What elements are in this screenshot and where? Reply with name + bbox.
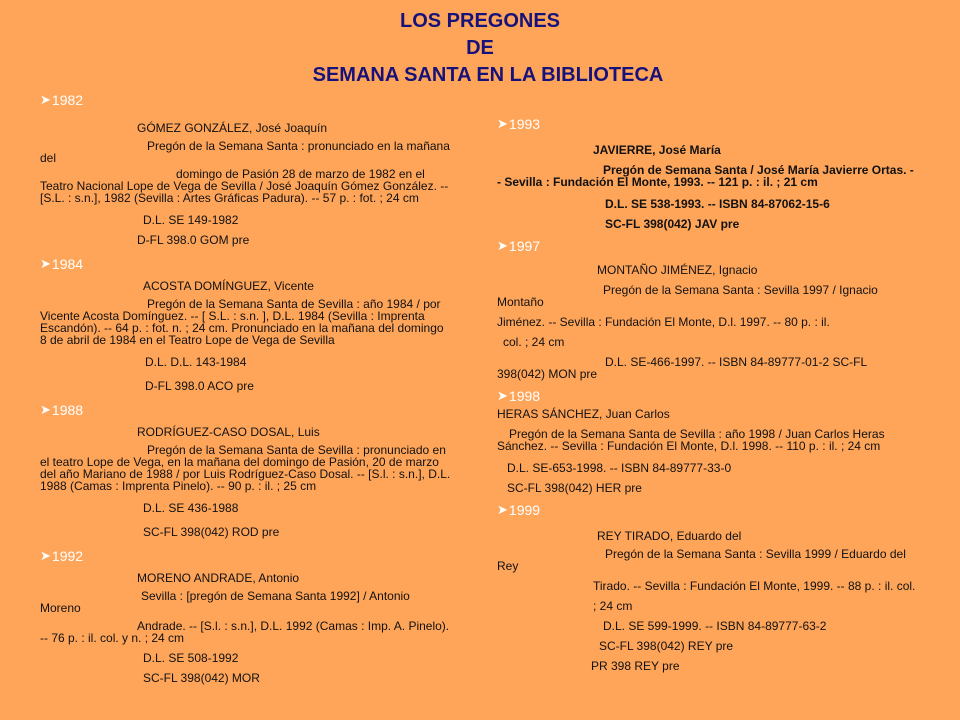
entry-author: ACOSTA DOMÍNGUEZ, Vicente (143, 279, 314, 293)
arrow-bullet-icon: ➤ (497, 502, 508, 517)
arrow-bullet-icon: ➤ (40, 92, 51, 107)
year-label: 1988 (51, 402, 84, 418)
right-column (497, 116, 917, 672)
entry-text: Pregón de la Semana Santa de Sevilla : pronunciado en el teatro Lope de Vega, en la mañana del domingo de Pasión, 20 de marzo del año Mariano de 1988 / por Luis Rodríguez-Caso Dosal. -- [S.l. : s.n.], D.L. 1988 (Camas : Imprenta Pinelo). -- 90 p. : il. ; 25 cm (40, 443, 451, 493)
entry-legal-deposit: D.L. SE-653-1998. -- ISBN 84-89777-33-0 (507, 461, 732, 475)
entry-legal-deposit: D.L. SE 149-1982 (143, 213, 239, 227)
year-heading-1984 (40, 256, 452, 272)
arrow-bullet-icon: ➤ (497, 388, 508, 403)
entry-legal-deposit: D.L. SE 599-1999. -- ISBN 84-89777-63-2 (603, 619, 827, 633)
entry-author: HERAS SÁNCHEZ, Juan Carlos (497, 407, 670, 421)
year-heading-1999 (497, 502, 917, 518)
year-heading-1988 (40, 402, 452, 418)
entry-text: Jiménez. -- Sevilla : Fundación El Monte, D.l. 1997. -- 80 p. : il. (497, 315, 830, 329)
arrow-bullet-icon: ➤ (40, 256, 51, 271)
entry-text: Pregón de la Semana Santa de Sevilla : año 1984 / por Vicente Acosta Domínguez. -- [ S.L. : s.n. ], D.L. 1984 (Sevilla : Imprenta Escandón). -- 64 p. : fot. n. ; 24 cm. Pronunciado en la mañana del domingo 8 de abril de 1984 en el Teatro Lope de Vega de Sevilla (40, 297, 444, 347)
year-label: 1982 (51, 92, 84, 108)
year-label: 1997 (508, 238, 541, 254)
entry-call-number: PR 398 REY pre (591, 659, 680, 673)
entry-text: Sevilla : [pregón de Semana Santa 1992] / Antonio Moreno (40, 589, 410, 615)
entry-call-number: SC-FL 398(042) JAV pre (605, 217, 740, 231)
arrow-bullet-icon: ➤ (40, 548, 51, 563)
entry-legal-deposit: D.L. D.L. 143-1984 (145, 355, 247, 369)
entry-author: MONTAÑO JIMÉNEZ, Ignacio (597, 263, 758, 277)
entry-call-number: SC-FL 398(042) REY pre (599, 639, 734, 653)
page-title (0, 8, 960, 89)
entry-legal-deposit: D.L. SE-466-1997. -- ISBN 84-89777-01-2 SC-FL 398(042) MON pre (497, 355, 867, 381)
left-column (40, 92, 452, 684)
arrow-bullet-icon: ➤ (497, 116, 508, 131)
entry-text: Pregón de la Semana Santa de Sevilla : año 1998 / Juan Carlos Heras Sánchez. -- Sevilla : Fundación El Monte, D.l. 1998. -- 110 p. : il. ; 24 cm (497, 427, 885, 453)
title-line-2: DE (466, 37, 494, 59)
entry-call-number: D-FL 398.0 GOM pre (137, 233, 250, 247)
title-line-1: LOS PREGONES (399, 10, 561, 32)
entry-legal-deposit: D.L. SE 538-1993. -- ISBN 84-87062-15-6 (605, 197, 830, 211)
year-heading-1997 (497, 238, 917, 254)
year-heading-1992 (40, 548, 452, 564)
year-heading-1982 (40, 92, 452, 108)
entry-legal-deposit: D.L. SE 436-1988 (143, 501, 239, 515)
entry-legal-deposit: D.L. SE 508-1992 (143, 651, 239, 665)
entry-author: REY TIRADO, Eduardo del (597, 529, 742, 543)
entry-call-number: SC-FL 398(042) ROD pre (143, 525, 280, 539)
year-label: 1993 (508, 116, 541, 132)
year-heading-1993 (497, 116, 917, 132)
entry-call-number: SC-FL 398(042) HER pre (507, 481, 642, 495)
year-label: 1992 (51, 548, 84, 564)
title-line-3: SEMANA SANTA EN LA BIBLIOTECA (312, 64, 664, 86)
year-label: 1984 (51, 256, 84, 272)
year-label: 1999 (508, 502, 541, 518)
entry-call-number: D-FL 398.0 ACO pre (145, 379, 254, 393)
entry-author: MORENO ANDRADE, Antonio (137, 571, 300, 585)
entry-text: ; 24 cm (593, 599, 633, 613)
entry-text: Pregón de la Semana Santa : pronunciado en la mañana del (40, 139, 450, 165)
entry-text: Pregón de la Semana Santa : Sevilla 1999 / Eduardo del Rey (497, 547, 906, 573)
entry-text: domingo de Pasión 28 de marzo de 1982 en el Teatro Nacional Lope de Vega de Sevilla / José Joaquín Gómez González. -- [S.L. : s.n.], 1982 (Sevilla : Artes Gráficas Padura). -- 57 p. : fot. ; 24 cm (40, 167, 449, 205)
entry-text: Pregón de Semana Santa / José María Javierre Ortas. -- Sevilla : Fundación El Monte, 1993. -- 121 p. : il. ; 21 cm (497, 163, 914, 189)
year-heading-1998 (497, 388, 917, 404)
entry-text: Pregón de la Semana Santa : Sevilla 1997 / Ignacio Montaño (497, 283, 878, 309)
arrow-bullet-icon: ➤ (497, 238, 508, 253)
year-label: 1998 (508, 388, 541, 404)
arrow-bullet-icon: ➤ (40, 402, 51, 417)
entry-author: JAVIERRE, José María (593, 143, 721, 157)
entry-text: Tirado. -- Sevilla : Fundación El Monte, 1999. -- 88 p. : il. col. (593, 579, 916, 593)
entry-text: Andrade. -- [S.l. : s.n.], D.L. 1992 (Camas : Imp. A. Pinelo). -- 76 p. : il. col. y n. ; 24 cm (40, 619, 450, 645)
entry-call-number: SC-FL 398(042) MOR (143, 671, 260, 685)
entry-text: col. ; 24 cm (503, 335, 565, 349)
entry-author: RODRÍGUEZ-CASO DOSAL, Luis (137, 425, 320, 439)
entry-author: GÓMEZ GONZÁLEZ, José Joaquín (137, 121, 328, 135)
